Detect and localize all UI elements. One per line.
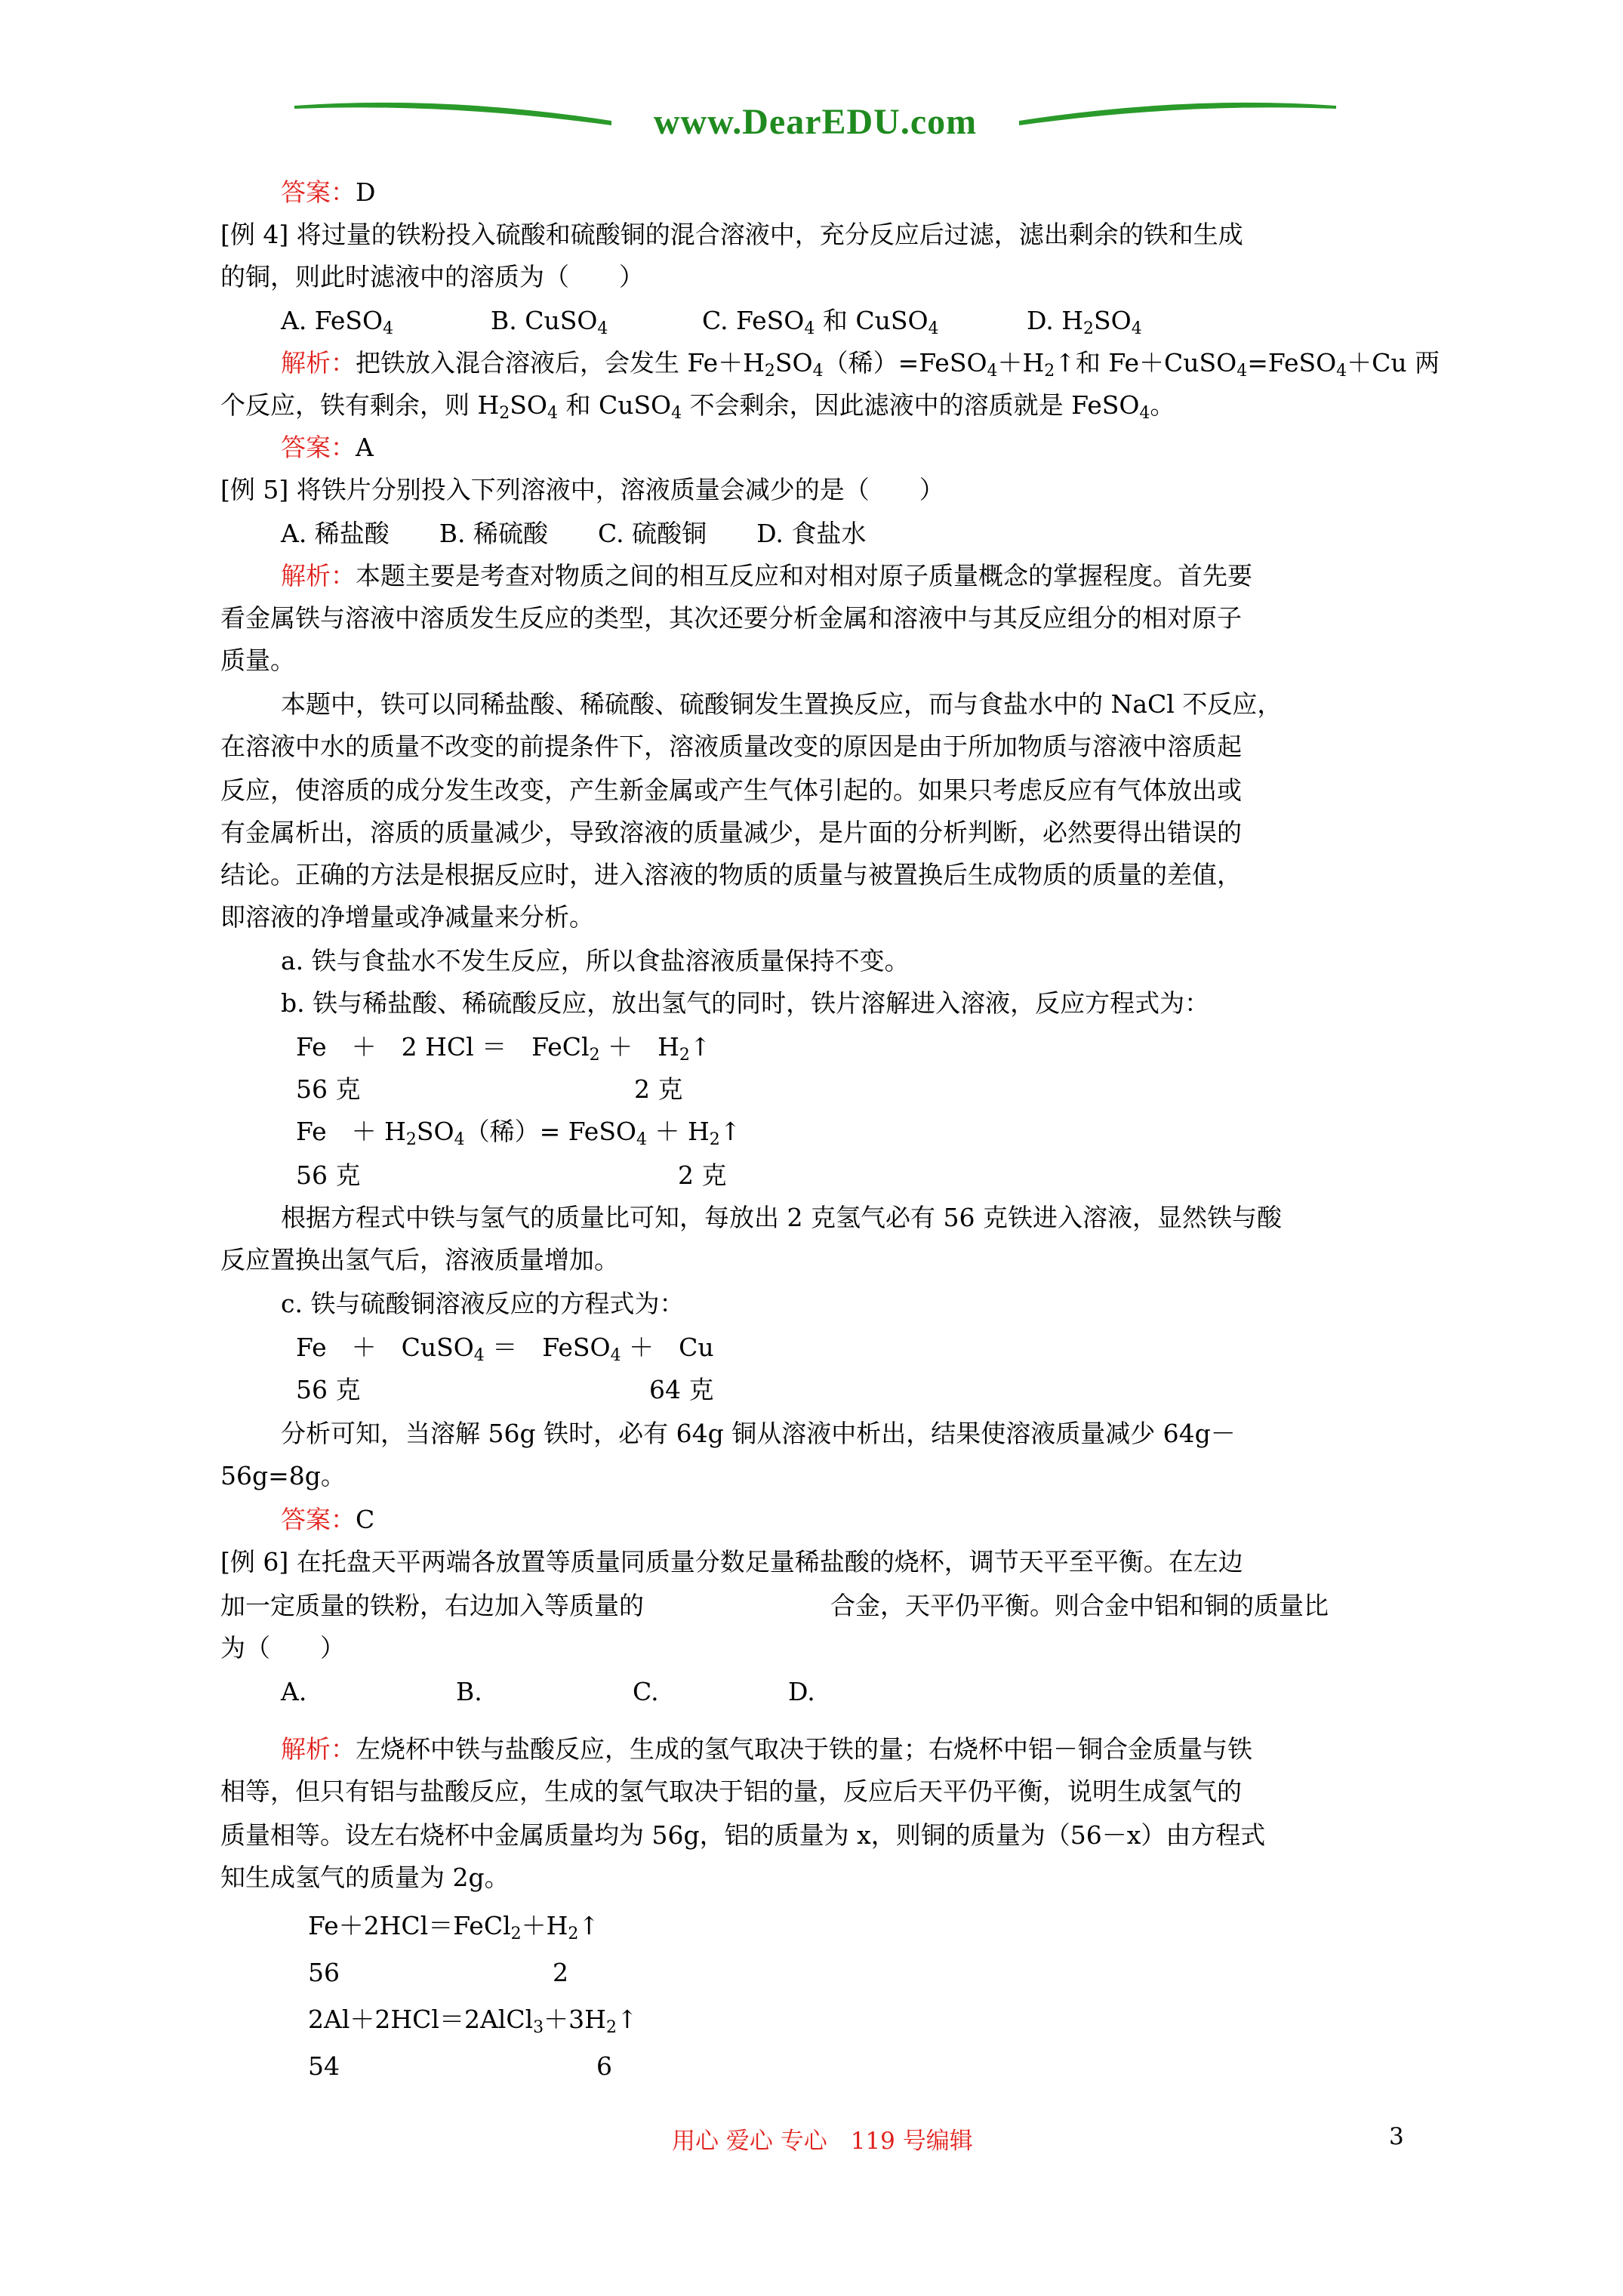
ex5-mass-2b: 2 克 [678,1160,727,1190]
ex5-equation-2: Fe ＋ $H_2SO_4$（稀）= FeSO$_4$ ＋ $H_2↑$ [296,1117,741,1149]
ex6-analysis-line4: 知生成氢气的质量为 2g。 [220,1863,510,1892]
ex5-para-line1: 本题中，铁可以同稀盐酸、稀硫酸、硫酸铜发生置换反应，而与食盐水中的 NaCl 不反应， [281,689,1283,719]
ex4-option-a: A. FeSO$_4$ [281,306,394,338]
ex6-option-a: A. [281,1677,307,1706]
ex5-result-line2: 56g=8g。 [220,1461,346,1490]
ex5-mass-1b: 2 克 [634,1074,683,1104]
ex5-mass-3a: 56 克 [296,1375,361,1404]
ex6-mass-2b: 6 [596,2051,612,2081]
ex4-answer: 答案：A [281,433,374,462]
ex4-option-c: C. FeSO$_4$ 和 CuSO$_4$ [702,306,939,338]
ex4-question-line2: 的铜，则此时滤液中的溶质为（ ） [220,262,644,291]
ex5-mass-2a: 56 克 [296,1160,361,1190]
ex5-analysis-line2: 看金属铁与溶液中溶质发生反应的类型，其次还要分析金属和溶液中与其反应组分的相对原子 [220,603,1242,633]
ex5-mass-3b: 64 克 [649,1375,714,1404]
ex5-answer: 答案：C [281,1505,375,1534]
ex5-para-line5: 结论。正确的方法是根据反应时，进入溶液的物质的质量与被置换后生成物质的质量的差值， [220,860,1242,889]
ex4-option-d: D. $H_2SO_4$ [1027,306,1142,338]
ex4-question-line1: [例 4] 将过量的铁粉投入硫酸和硫酸铜的混合溶液中，充分反应后过滤，滤出剩余的铁和生成 [220,220,1243,249]
ex6-option-c: C. [633,1677,659,1706]
ex5-case-a: a. 铁与食盐水不发生反应，所以食盐溶液质量保持不变。 [281,946,910,975]
ex5-conclusion-line1: 根据方程式中铁与氢气的质量比可知，每放出 2 克氢气必有 56 克铁进入溶液，显然铁与酸 [281,1203,1282,1232]
ex6-mass-1b: 2 [553,1958,568,1987]
footer-slogan: 用心 爱心 专心 119 号编辑 [672,2128,973,2155]
ex5-equation-1: Fe ＋ 2 HCl ＝ FeCl$_2$ ＋ $H_2↑$ [296,1032,711,1065]
answer-value: D [356,177,376,207]
ex5-case-c: c. 铁与硫酸铜溶液反应的方程式为： [281,1289,685,1318]
ex5-question: [例 5] 将铁片分别投入下列溶液中，溶液质量会减少的是（ ） [220,475,944,504]
ex4-analysis-line1: 解析：把铁放入混合溶液后，会发生 $Fe+H_2SO_4$（稀）$=FeSO_4+H_2↑$和 Fe＋CuSO$_4$=FeSO$_4$＋Cu 两 [281,348,1440,381]
ex6-question-line2b: 合金，天平仍平衡。则合金中铝和铜的质量比 [830,1591,1329,1620]
page-number: 3 [1389,2123,1404,2150]
answer-label: 答案： [281,177,356,207]
ex5-options: A. 稀盐酸 B. 稀硫酸 C. 硫酸铜 D. 食盐水 [281,519,867,548]
ex5-analysis-line1: 解析：本题主要是考查对物质之间的相互反应和对相对原子质量概念的掌握程度。首先要 [281,561,1252,590]
ex6-equation-2: $2Al+2HCl=2AlCl_3+3H_2↑$ [308,2005,638,2037]
ex5-equation-3: Fe ＋ CuSO$_4$ ＝ FeSO$_4$ ＋ Cu [296,1333,714,1365]
ex6-analysis-line1: 解析：左烧杯中铁与盐酸反应，生成的氢气取决于铁的量；右烧杯中铝－铜合金质量与铁 [281,1734,1252,1764]
ex6-question-line2a: 加一定质量的铁粉，右边加入等质量的 [220,1591,644,1620]
ex4-analysis-line2: 个反应，铁有剩余，则 $H_2SO_4$ 和 CuSO$_4$ 不会剩余，因此滤液中的溶质就是 FeSO$_4$。 [220,390,1175,423]
ex5-para-line6: 即溶液的净增量或净减量来分析。 [220,902,594,932]
ex6-option-b: B. [456,1677,482,1706]
ex6-equation-1: $Fe+2HCl=FeCl_2+H_2↑$ [308,1911,600,1943]
ex5-analysis-line3: 质量。 [220,646,295,675]
ex5-result-line1: 分析可知，当溶解 56g 铁时，必有 64g 铜从溶液中析出，结果使溶液质量减少 64g－ [281,1419,1236,1448]
ex6-analysis-line3: 质量相等。设左右烧杯中金属质量均为 56g，铝的质量为 x，则铜的质量为（56－x）由方程式 [220,1820,1266,1850]
ex4-option-b: B. CuSO$_4$ [491,306,608,338]
ex6-analysis-line2: 相等，但只有铝与盐酸反应，生成的氢气取决于铝的量，反应后天平仍平衡，说明生成氢气的 [220,1777,1242,1806]
ex6-option-d: D. [788,1677,815,1706]
ex5-para-line2: 在溶液中水的质量不改变的前提条件下，溶液质量改变的原因是由于所加物质与溶液中溶质起 [220,732,1242,761]
ex6-question-line3: 为（ ） [220,1633,345,1663]
ex5-conclusion-line2: 反应置换出氢气后，溶液质量增加。 [220,1245,619,1274]
answer-line-3 [281,171,375,214]
ex5-para-line4: 有金属析出，溶质的质量减少，导致溶液的质量减少，是片面的分析判断，必然要得出错误的 [220,818,1242,847]
ex5-para-line3: 反应，使溶质的成分发生改变，产生新金属或产生气体引起的。如果只考虑反应有气体放出或 [220,775,1242,805]
ex6-question-line1: [例 6] 在托盘天平两端各放置等质量同质量分数足量稀盐酸的烧杯，调节天平至平衡。在左边 [220,1547,1243,1576]
ex5-mass-1a: 56 克 [296,1074,361,1104]
ex6-mass-1a: 56 [308,1958,340,1987]
site-header [294,98,1336,143]
ex6-mass-2a: 54 [308,2051,340,2081]
ex5-case-b: b. 铁与稀盐酸、稀硫酸反应，放出氢气的同时，铁片溶解进入溶液，反应方程式为： [281,988,1210,1018]
site-url[interactable]: www.DearEDU.com [653,102,978,142]
